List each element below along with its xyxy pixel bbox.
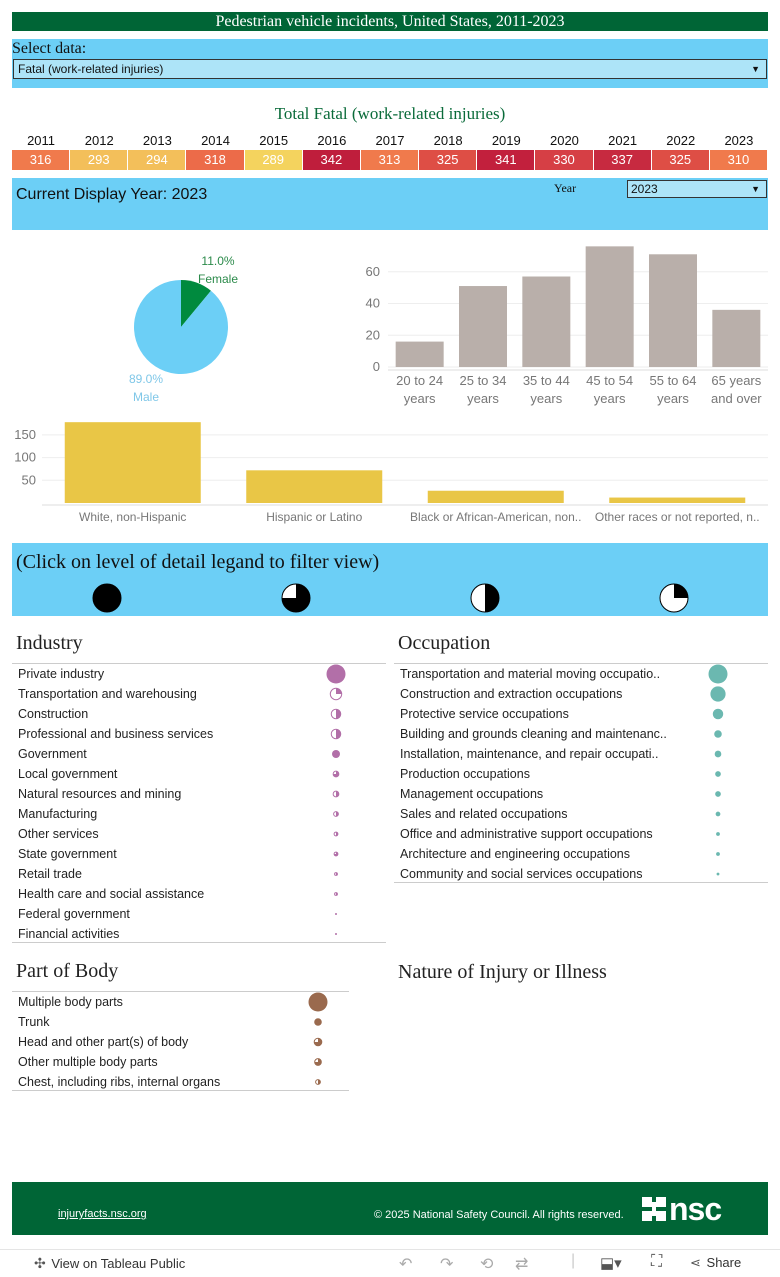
industry-row[interactable] — [12, 744, 386, 764]
industry-label: Retail trade — [18, 867, 82, 881]
occupation-bubble[interactable] — [706, 844, 730, 864]
industry-label: Financial activities — [18, 927, 120, 941]
industry-row[interactable] — [12, 724, 386, 744]
occupation-label: Production occupations — [400, 767, 530, 781]
year-total-2022[interactable] — [652, 133, 710, 170]
revert-icon[interactable]: ⟲ — [480, 1256, 494, 1273]
footer-banner — [12, 1182, 768, 1235]
detail-level-full-icon[interactable] — [93, 584, 121, 612]
year-total-value: 342 — [303, 150, 361, 170]
industry-row[interactable] — [12, 804, 386, 824]
year-label: 2012 — [84, 133, 114, 148]
age-category-label: years — [467, 391, 499, 406]
occupation-label: Protective service occupations — [400, 707, 569, 721]
age-bar[interactable] — [522, 277, 570, 367]
dropdown-arrow-icon: ▼ — [751, 184, 760, 194]
industry-label: State government — [18, 847, 117, 861]
year-total-2017[interactable] — [361, 133, 419, 170]
race-category-label: Black or African-American, non.. — [410, 510, 582, 524]
body_part-row[interactable] — [12, 1052, 349, 1072]
occupation-label: Office and administrative support occupations — [400, 827, 653, 841]
industry-bubble[interactable] — [324, 924, 348, 944]
industry-row[interactable] — [12, 844, 386, 864]
age-category-label: years — [657, 391, 689, 406]
industry-row[interactable] — [12, 764, 386, 784]
body_part-row[interactable] — [12, 1012, 349, 1032]
race-bar[interactable] — [65, 422, 201, 503]
data-select-value: Fatal (work-related injuries) — [18, 62, 164, 76]
year-total-2012[interactable] — [70, 133, 128, 170]
year-total-value: 313 — [361, 150, 419, 170]
race-ytick-label: 150 — [14, 426, 36, 442]
occupation-label: Installation, maintenance, and repair occupati.. — [400, 747, 659, 761]
industry-label: Private industry — [18, 667, 105, 681]
year-total-2021[interactable] — [594, 133, 652, 170]
year-total-2014[interactable] — [186, 133, 244, 170]
industry-bubble[interactable] — [324, 764, 348, 784]
age-category-label: 35 to 44 — [522, 373, 570, 388]
industry-bubble[interactable] — [324, 844, 348, 864]
refresh-icon[interactable]: ⇄ — [515, 1256, 529, 1273]
year-total-2016[interactable] — [303, 133, 361, 170]
age-category-label: 20 to 24 — [396, 373, 444, 388]
industry-label: Natural resources and mining — [18, 787, 182, 801]
occupation-bubble[interactable] — [706, 804, 730, 824]
year-label: 2014 — [201, 133, 230, 148]
race-bar-chart[interactable] — [0, 412, 780, 530]
industry-label: Manufacturing — [18, 807, 98, 821]
age-bar[interactable] — [396, 342, 444, 367]
gender-pie-chart[interactable] — [100, 245, 280, 410]
year-select-value: 2023 — [631, 182, 658, 196]
occupation-label: Construction and extraction occupations — [400, 687, 623, 701]
industry-row[interactable] — [12, 784, 386, 804]
occupation-bubble[interactable] — [706, 704, 730, 724]
detail-level-half-icon[interactable] — [471, 584, 499, 612]
view-on-tableau-label: View on Tableau Public — [51, 1256, 186, 1271]
year-total-value: 293 — [70, 150, 128, 170]
occupation-row[interactable] — [394, 824, 768, 844]
age-bar-chart[interactable] — [356, 240, 768, 412]
year-total-value: 325 — [419, 150, 477, 170]
pie-slices[interactable] — [134, 280, 228, 374]
toolbar-divider: | — [571, 1252, 576, 1269]
footer-link[interactable]: injuryfacts.nsc.org — [58, 1208, 147, 1220]
industry-bubble[interactable] — [324, 904, 348, 924]
female-label: Female — [197, 272, 239, 286]
industry-bubble[interactable] — [324, 744, 348, 764]
occupation-label: Building and grounds cleaning and maintenanc.. — [400, 727, 667, 741]
detail-level-title: (Click on level of detail legand to filter view) — [16, 551, 380, 573]
age-bar[interactable] — [586, 246, 634, 367]
footer-copyright: © 2025 National Safety Council. All rights reserved. — [374, 1209, 624, 1221]
year-total-value: 330 — [535, 150, 593, 170]
occupation-bubble[interactable] — [706, 864, 730, 884]
industry-row[interactable] — [12, 684, 386, 704]
industry-label: Government — [18, 747, 87, 761]
age-bar[interactable] — [649, 254, 697, 367]
occupation-list — [394, 663, 768, 883]
occupation-label: Management occupations — [400, 787, 544, 801]
age-category-label: years — [593, 391, 626, 406]
body_part-bubble[interactable] — [306, 1012, 330, 1032]
industry-row[interactable] — [12, 664, 386, 684]
age-category-label: and over — [711, 391, 762, 406]
industry-label: Professional and business services — [18, 727, 214, 741]
download-icon[interactable]: ⬓▾ — [600, 1255, 622, 1272]
industry-label: Other services — [18, 827, 99, 841]
year-label: 2018 — [433, 133, 463, 148]
industry-row[interactable] — [12, 864, 386, 884]
age-category-label: 25 to 34 — [459, 373, 507, 388]
select-data-panel — [12, 39, 768, 88]
race-category-label: Other races or not reported, n.. — [594, 510, 760, 524]
year-label: 2016 — [317, 133, 347, 148]
pie-slice-male[interactable] — [134, 280, 228, 374]
occupation-row[interactable] — [394, 784, 768, 804]
redo-icon[interactable]: ↷ — [440, 1256, 454, 1273]
view-on-tableau-button[interactable] — [34, 1255, 185, 1272]
industry-label: Transportation and warehousing — [18, 687, 197, 701]
industry-row[interactable] — [12, 924, 386, 944]
totals-title: Total Fatal (work-related injuries) — [274, 104, 506, 123]
occupation-row[interactable] — [394, 804, 768, 824]
fullscreen-icon[interactable]: ⛶ — [651, 1253, 663, 1270]
body_part-bubble[interactable] — [306, 1072, 330, 1092]
year-total-2023[interactable] — [710, 133, 768, 170]
year-total-2015[interactable] — [245, 133, 303, 170]
age-category-label: 55 to 64 — [649, 373, 697, 388]
body_part-bubble[interactable] — [306, 992, 330, 1012]
body_part-label: Other multiple body parts — [18, 1055, 158, 1069]
year-label: 2017 — [375, 133, 405, 148]
industry-label: Federal government — [18, 907, 130, 921]
occupation-label: Sales and related occupations — [400, 807, 568, 821]
industry-row[interactable] — [12, 704, 386, 724]
year-total-value: 325 — [652, 150, 710, 170]
nature-title: Nature of Injury or Illness — [398, 961, 607, 983]
body_part-label: Head and other part(s) of body — [18, 1035, 189, 1049]
occupation-label: Architecture and engineering occupations — [400, 847, 631, 861]
display-year-panel — [12, 178, 768, 230]
year-label: 2023 — [724, 133, 754, 148]
year-label: 2019 — [491, 133, 521, 148]
age-bar[interactable] — [712, 310, 760, 367]
occupation-bubble[interactable] — [706, 684, 730, 704]
share-label: Share — [706, 1255, 742, 1270]
race-ytick-label: 50 — [21, 472, 36, 488]
age-ytick-label: 0 — [372, 359, 380, 374]
industry-bubble[interactable] — [324, 884, 348, 904]
body_part-row[interactable] — [12, 992, 349, 1012]
undo-icon[interactable]: ↶ — [399, 1256, 413, 1273]
nsc-logo-text: nsc — [669, 1191, 722, 1227]
year-filter-label: Year — [554, 181, 577, 195]
body_part-label: Multiple body parts — [18, 995, 123, 1009]
nsc-logo[interactable] — [642, 1191, 721, 1228]
share-icon: ⋖ — [690, 1255, 701, 1270]
industry-label: Local government — [18, 767, 118, 781]
body_part-row[interactable] — [12, 1072, 349, 1092]
occupation-title: Occupation — [398, 632, 491, 654]
occupation-bubble[interactable] — [706, 744, 730, 764]
occupation-row[interactable] — [394, 684, 768, 704]
year-label: 2020 — [549, 133, 579, 148]
industry-bubble[interactable] — [324, 864, 348, 884]
age-ytick-label: 60 — [365, 263, 380, 279]
industry-label: Construction — [18, 707, 89, 721]
body_part-bubble[interactable] — [306, 1032, 330, 1052]
year-label: 2021 — [608, 133, 638, 148]
year-total-2018[interactable] — [419, 133, 477, 170]
age-category-label: years — [403, 391, 436, 406]
industry-bubble[interactable] — [324, 724, 348, 744]
industry-list — [12, 663, 386, 943]
occupation-row[interactable] — [394, 844, 768, 864]
year-total-2020[interactable] — [535, 133, 593, 170]
occupation-bubble[interactable] — [706, 764, 730, 784]
select-data-label: Select data: — [12, 40, 87, 57]
male-label: Male — [132, 390, 160, 404]
occupation-row[interactable] — [394, 764, 768, 784]
year-total-2019[interactable] — [477, 133, 535, 170]
occupation-label: Transportation and material moving occupatio.. — [400, 667, 661, 681]
occupation-row[interactable] — [394, 744, 768, 764]
year-total-value: 316 — [12, 150, 70, 170]
age-category-label: 45 to 54 — [586, 373, 634, 388]
race-ytick-label: 100 — [14, 449, 36, 465]
occupation-row[interactable] — [394, 724, 768, 744]
occupation-bubble[interactable] — [706, 784, 730, 804]
female-pct-label: 11.0% — [201, 254, 235, 268]
industry-row[interactable] — [12, 904, 386, 924]
race-bar[interactable] — [246, 470, 382, 503]
body_part-row[interactable] — [12, 1032, 349, 1052]
occupation-label: Community and social services occupations — [400, 867, 643, 881]
occupation-bubble[interactable] — [706, 824, 730, 844]
occupation-row[interactable] — [394, 864, 768, 884]
industry-bubble[interactable] — [324, 784, 348, 804]
occupation-bubble[interactable] — [706, 724, 730, 744]
industry-row[interactable] — [12, 884, 386, 904]
race-category-label: Hispanic or Latino — [266, 510, 363, 524]
year-total-value: 337 — [594, 150, 652, 170]
body_part-label: Chest, including ribs, internal organs — [18, 1075, 221, 1089]
industry-bubble[interactable] — [324, 804, 348, 824]
race-category-label: White, non-Hispanic — [79, 510, 187, 524]
year-label: 2015 — [259, 133, 289, 148]
male-pct-label: 89.0% — [128, 372, 164, 386]
current-display-year: Current Display Year: 2023 — [16, 186, 208, 203]
industry-bubble[interactable] — [324, 684, 348, 704]
data-select-dropdown[interactable] — [13, 59, 767, 79]
body-part-list — [12, 991, 349, 1091]
year-total-value: 310 — [710, 150, 768, 170]
year-label: 2011 — [27, 133, 56, 148]
industry-bubble[interactable] — [324, 664, 348, 684]
tableau-logo-icon: ✣ — [34, 1255, 46, 1271]
detail-level-quarter-icon[interactable] — [660, 584, 688, 612]
tableau-toolbar — [0, 1249, 780, 1277]
year-select-dropdown[interactable] — [627, 180, 767, 198]
year-total-value: 294 — [128, 150, 186, 170]
year-label: 2013 — [142, 133, 172, 148]
dropdown-arrow-icon: ▼ — [751, 64, 760, 74]
year-totals-table — [12, 133, 768, 171]
occupation-row[interactable] — [394, 664, 768, 684]
industry-bubble[interactable] — [324, 824, 348, 844]
age-category-label: 65 years — [711, 373, 762, 388]
industry-row[interactable] — [12, 824, 386, 844]
occupation-row[interactable] — [394, 704, 768, 724]
body_part-label: Trunk — [18, 1015, 50, 1029]
age-bar[interactable] — [459, 286, 507, 367]
year-label: 2022 — [666, 133, 696, 148]
body-part-title: Part of Body — [16, 960, 119, 982]
detail-level-legend[interactable] — [12, 581, 768, 615]
age-ytick-label: 40 — [365, 295, 380, 311]
share-button[interactable] — [690, 1255, 741, 1271]
year-total-value: 318 — [186, 150, 244, 170]
detail-level-three-quarter-icon[interactable] — [282, 584, 310, 612]
detail-level-panel — [12, 543, 768, 616]
age-category-label: years — [530, 391, 563, 406]
year-total-2013[interactable] — [128, 133, 186, 170]
race-bar[interactable] — [609, 498, 745, 503]
body_part-bubble[interactable] — [306, 1052, 330, 1072]
industry-title: Industry — [16, 632, 83, 654]
industry-bubble[interactable] — [324, 704, 348, 724]
nsc-logo-mark-icon — [642, 1194, 666, 1220]
industry-label: Health care and social assistance — [18, 887, 205, 901]
dashboard-title: Pedestrian vehicle incidents, United States, 2011-2023 — [12, 12, 768, 31]
year-total-value: 341 — [477, 150, 535, 170]
occupation-bubble[interactable] — [706, 664, 730, 684]
year-total-value: 289 — [245, 150, 303, 170]
year-total-2011[interactable] — [12, 133, 70, 170]
race-bar[interactable] — [428, 491, 564, 503]
age-ytick-label: 20 — [365, 327, 380, 343]
